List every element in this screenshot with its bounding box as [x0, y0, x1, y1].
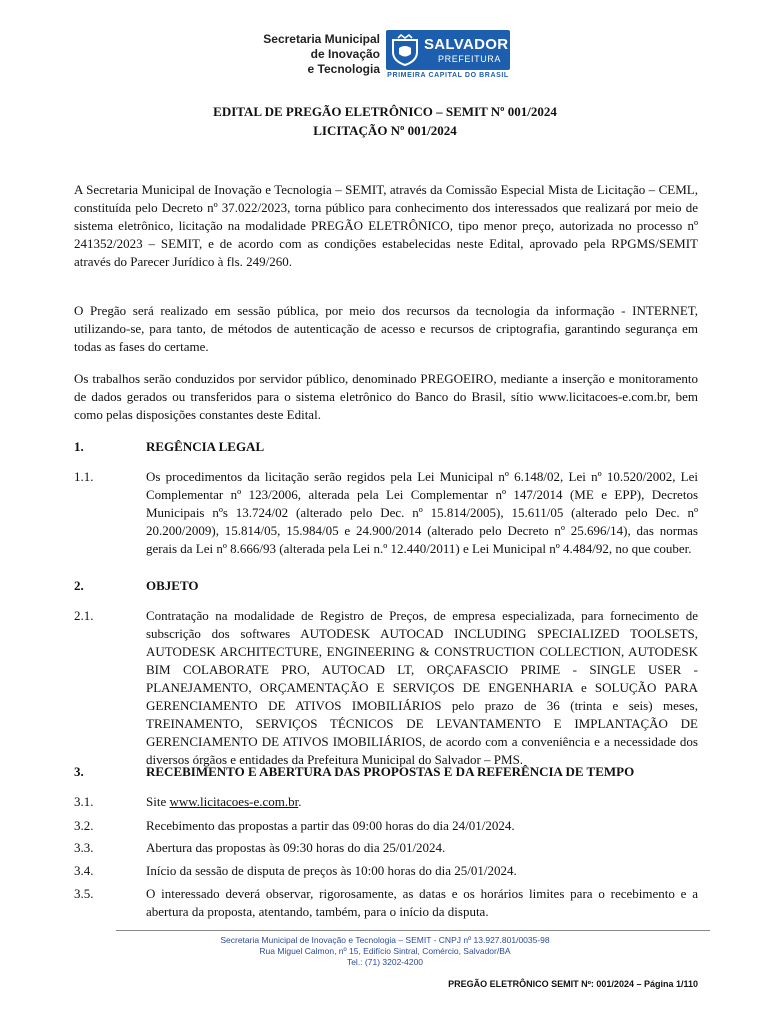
item-3-5-text: O interessado deverá observar, rigorosamente, as datas e os horários limites para o recebimento e a abertura da proposta, atentando, também, para o início da disputa. — [146, 886, 698, 919]
logo-city-name: SALVADOR — [424, 36, 509, 53]
footer-line-2: Rua Miguel Calmon, nº 15, Edifício Sintral, Comércio, Salvador/BA — [259, 946, 511, 956]
item-3-3-text: Abertura das propostas às 09:30 horas do dia 25/01/2024. — [146, 840, 446, 855]
item-1-1-text: Os procedimentos da licitação serão regidos pela Lei Municipal nº 6.148/02, Lei nº 10.520/2002, Lei Complementar nº 123/2006, alterada pela Lei Complementar nº 147/2014 (ME e EPP), Decretos Municipais nºs 13.724/02 (alterado pelo Dec. nº 15.814/2005), 15.611/05 (alterado pelo Dec. nº 20.200/2009), 15.814/05, 15.984/05 e 24.900/2014 (alterado pelo Decreto nº 25.696/14), das normas gerais da Lei nº 8.666/93 (alterada pela Lei n.º 12.440/2011) e Lei Municipal nº 4.484/92, no que couber. — [146, 469, 698, 556]
section-2-title: OBJETO — [146, 578, 199, 593]
item-3-1-suffix: . — [298, 794, 302, 809]
footer-line-3: Tel.: (71) 3202-4200 — [346, 957, 424, 967]
licitacao-title: LICITAÇÃO Nº 001/2024 — [313, 123, 457, 138]
item-3-1-number: 3.1. — [74, 794, 94, 809]
page-number-footer: PREGÃO ELETRÔNICO SEMIT Nº: 001/2024 – Página 1/110 — [448, 979, 698, 989]
secretaria-line-3: e Tecnologia — [307, 62, 380, 76]
item-3-1-text — [146, 793, 698, 811]
item-3-2-number: 3.2. — [74, 818, 94, 833]
footer-divider — [116, 930, 710, 931]
item-3-4-number: 3.4. — [74, 863, 94, 878]
secretaria-name — [248, 32, 380, 77]
intro-paragraph-2: O Pregão será realizado em sessão pública, por meio dos recursos da tecnologia da informação - INTERNET, utilizando-se, para tanto, de métodos de autenticação de acesso e recursos de criptografia, garantindo segurança em todas as fases do certame. — [74, 303, 698, 354]
item-3-1-prefix: Site — [146, 794, 170, 809]
item-1-1-number: 1.1. — [74, 469, 94, 484]
section-2-number: 2. — [74, 578, 84, 593]
edital-title: EDITAL DE PREGÃO ELETRÔNICO – SEMIT Nº 001/2024 — [213, 104, 557, 119]
section-1-title: REGÊNCIA LEGAL — [146, 439, 265, 454]
item-3-5-number: 3.5. — [74, 886, 94, 901]
item-2-1-number: 2.1. — [74, 608, 94, 623]
section-3-title: RECEBIMENTO E ABERTURA DAS PROPOSTAS E DA REFERÊNCIA DE TEMPO — [146, 764, 635, 779]
licitacoes-site-link[interactable]: www.licitacoes-e.com.br — [169, 794, 299, 809]
secretaria-line-1: Secretaria Municipal — [263, 32, 380, 46]
secretaria-line-2: de Inovação — [310, 47, 380, 61]
page-header — [248, 28, 518, 84]
item-3-4-text: Início da sessão de disputa de preços às 10:00 horas do dia 25/01/2024. — [146, 863, 517, 878]
footer-line-1: Secretaria Municipal de Inovação e Tecnologia – SEMIT - CNPJ nº 13.927.801/0035-98 — [220, 935, 550, 945]
logo-prefeitura: PREFEITURA — [438, 54, 502, 64]
item-3-2-text: Recebimento das propostas a partir das 09:00 horas do dia 24/01/2024. — [146, 818, 515, 833]
intro-paragraph-3: Os trabalhos serão conduzidos por servidor público, denominado PREGOEIRO, mediante a inserção e monitoramento de dados gerados ou transferidos para o sistema eletrônico do Banco do Brasil, sítio www.licitacoes-e.com.br, bem como pelas disposições constantes deste Edital. — [74, 371, 698, 422]
item-3-3-number: 3.3. — [74, 840, 94, 855]
section-1-number: 1. — [74, 439, 84, 454]
logo-tagline: PRIMEIRA CAPITAL DO BRASIL — [387, 72, 509, 79]
intro-paragraph-1: A Secretaria Municipal de Inovação e Tecnologia – SEMIT, através da Comissão Especial Mista de Licitação – CEML, constituída pelo Decreto nº 37.022/2023, torna público para conhecimento dos interessados que realizará por meio de sistema eletrônico, licitação na modalidade PREGÃO ELETRÔNICO, tipo menor preço, autorizada no processo nº 241352/2023 – SEMIT, e de acordo com as condições estabelecidas neste Edital, aprovado pela RPGMS/SEMIT através do Parecer Jurídico à fls. 249/260. — [74, 182, 698, 269]
city-emblem-icon — [390, 34, 420, 66]
section-3-number: 3. — [74, 764, 84, 779]
item-2-1-text: Contratação na modalidade de Registro de Preços, de empresa especializada, para fornecimento de subscrição dos softwares AUTODESK AUTOCAD INCLUDING SPECIALIZED TOOLSETS, AUTODESK ARCHITECTURE, ENGINEERING & CONSTRUCTION COLLECTION, AUTODESK BIM COLABORATE PRO, AUTOCAD LT, ORÇAFASCIO PRIME - SINGLE USER - PLANEJAMENTO, ORÇAMENTAÇÃO E SERVIÇOS DE ENGENHARIA e SOLUÇÃO PARA GERENCIAMENTO DE ATIVOS IMOBILIÁRIOS pelo prazo de 36 (trinta e seis) meses, TREINAMENTO, SERVIÇOS TÉCNICOS DE LEVANTAMENTO E IMPLANTAÇÃO DE GERENCIAMENTO DE ATIVOS IMOBILIÁRIOS, de acordo com a conveniência e a necessidade dos diversos órgãos e entidades da Prefeitura Municipal do Salvador – PMS. — [146, 608, 698, 767]
salvador-logo — [386, 30, 510, 70]
